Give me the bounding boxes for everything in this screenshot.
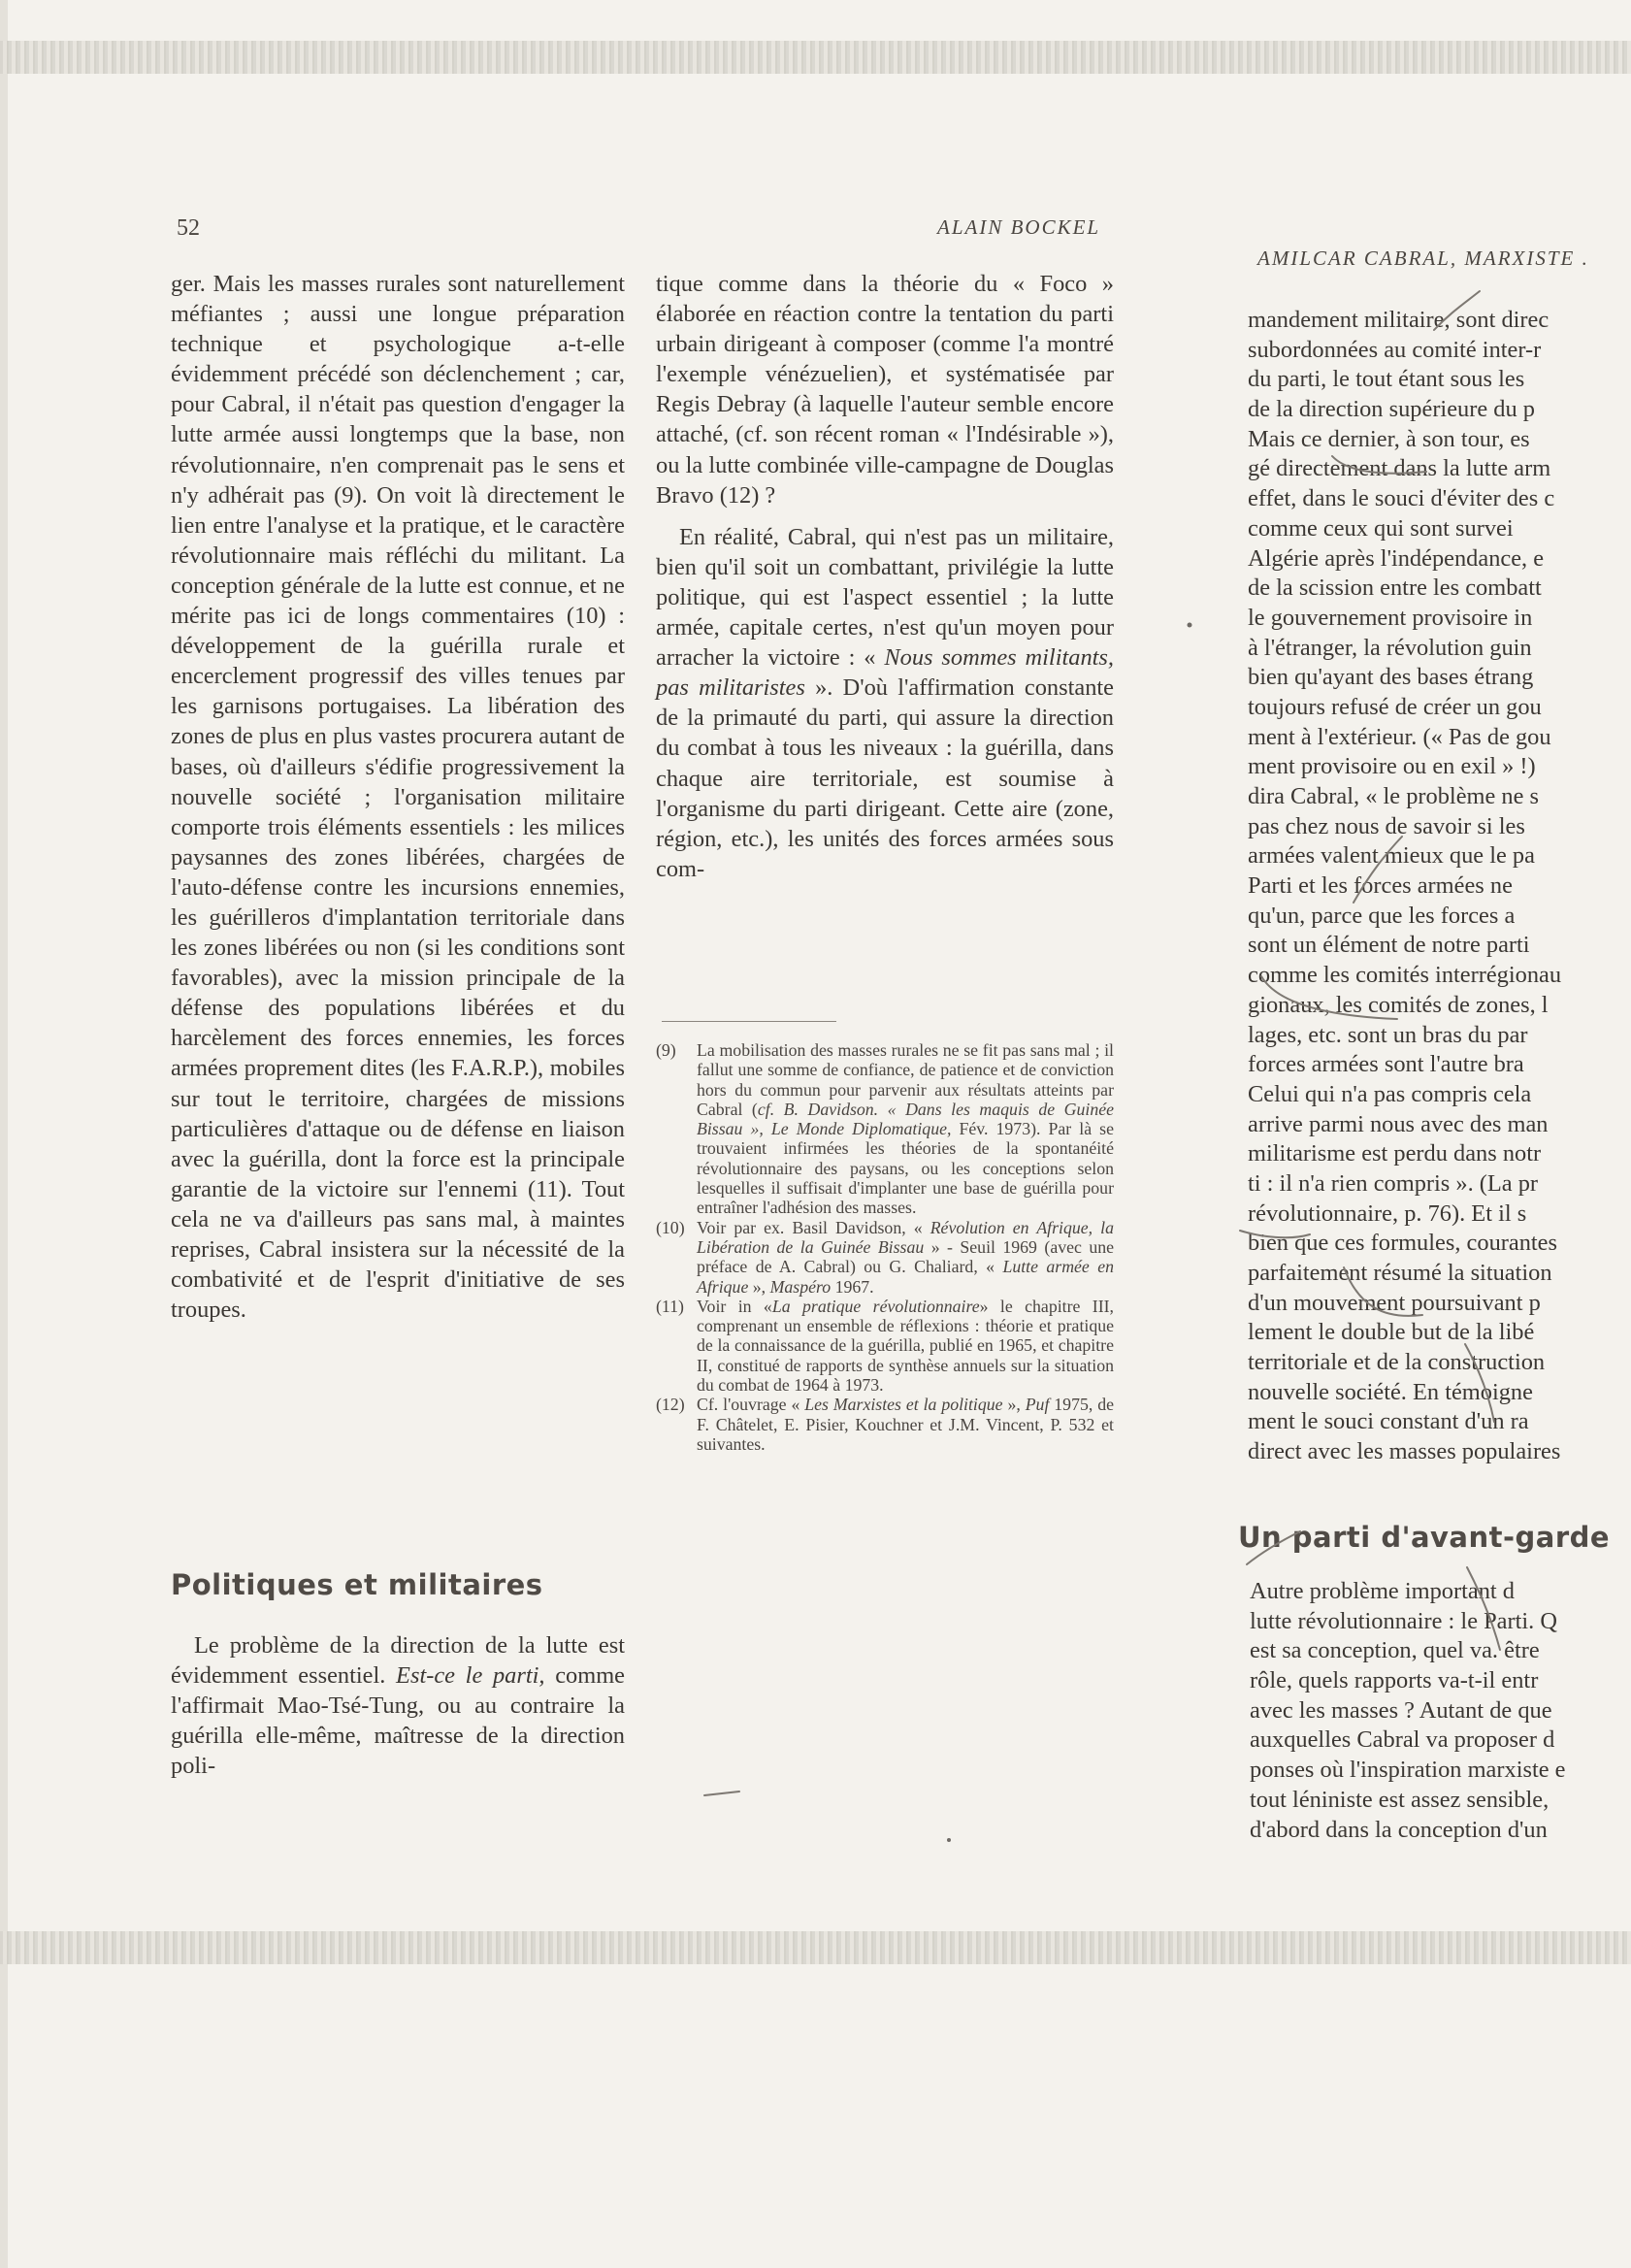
column3.lines2-line: tout léniniste est assez sensible, <box>1250 1786 1549 1813</box>
scan-artifact-bottom <box>0 1931 1631 1964</box>
column3.lines-line: dira Cabral, « le problème ne s <box>1248 783 1540 809</box>
column3.lines2-line: auxquelles Cabral va proposer d <box>1250 1726 1555 1754</box>
subheading-politiques-militaires: Politiques et militaires <box>171 1568 543 1601</box>
paragraph-text: En réalité, Cabral, qui n'est pas un militaire, bien qu'il soit un combattant, privilégie la lutte politique, qui est l'aspect essentiel ; la lutte armée, capitale certes, n'est qu'un moyen pour arracher la victoire : « <box>656 523 1114 672</box>
column3.lines-line: de la scission entre les combatt <box>1248 575 1542 602</box>
page-number: 52 <box>177 215 200 241</box>
column3.lines-line: effet, dans le souci d'éviter des c <box>1248 485 1555 512</box>
footnote-number: (12) <box>656 1395 685 1415</box>
column3.lines-line: forces armées sont l'autre bra <box>1248 1051 1524 1078</box>
column3.lines-line: révolutionnaire, p. 76). Et il s <box>1248 1200 1527 1227</box>
paragraph-text: ». D'où l'affirmation constante de la primauté du parti, qui assure la direction du combat à tous les niveaux : la guérilla, dans chaque aire territoriale, est soumise à l'organisme du parti dirigeant. Cette aire (zone, région, etc.), les unités des forces armées sous com- <box>656 674 1114 882</box>
scan-artifact-top <box>0 41 1631 74</box>
column3.lines2-line: est sa conception, quel va. être <box>1250 1637 1540 1664</box>
column3.lines-line: lement le double but de la libé <box>1248 1319 1535 1346</box>
column3.lines-line: bien qu'ayant des bases étrang <box>1248 664 1534 691</box>
footnote <box>656 1218 1114 1297</box>
column3.lines-line: armées valent mieux que le pa <box>1248 842 1535 870</box>
column-2-paragraph-2 <box>656 522 1114 884</box>
column3.lines-line: bien que ces formules, courantes <box>1248 1230 1557 1257</box>
column3.lines-line: lages, etc. sont un bras du par <box>1248 1021 1528 1048</box>
column3.lines-line: direct avec les masses populaires <box>1248 1438 1561 1465</box>
column3.lines-line: sont un élément de notre parti <box>1248 932 1530 959</box>
running-head-title: AMILCAR CABRAL, MARXISTE . <box>1257 247 1589 270</box>
column3.lines-line: Parti et les forces armées ne <box>1248 872 1513 900</box>
column3.lines-line: militarisme est perdu dans notr <box>1248 1140 1542 1167</box>
footnote <box>656 1040 1114 1218</box>
footnote-rule <box>662 1021 836 1022</box>
column3.lines-line: du parti, le tout étant sous les <box>1248 366 1525 393</box>
paragraph-2-end: comme l'affirmait Mao-Tsé-Tung, ou au contraire la guérilla elle-même, maîtresse de la direction poli- <box>171 1662 626 1780</box>
pencil-dot <box>947 1838 951 1842</box>
footnote-number: (9) <box>656 1040 676 1060</box>
column3.lines-line: territoriale et de la construction <box>1248 1349 1546 1376</box>
running-head-author: ALAIN BOCKEL <box>937 215 1101 239</box>
column3.lines-line: ment le souci constant d'un ra <box>1248 1408 1529 1435</box>
column3.lines2-line: d'abord dans la conception d'un <box>1250 1816 1548 1843</box>
column3.lines-line: qu'un, parce que les forces a <box>1248 902 1516 929</box>
column3.lines-line: ment à l'extérieur. (« Pas de gou <box>1248 723 1551 750</box>
paragraph-2-emphasis: Est-ce le parti, <box>396 1662 545 1690</box>
column-2-paragraph-1: tique comme dans la théorie du « Foco » élaborée en réaction contre la tentation du parti urbain dirigeant à composer (comme l'a montré l'exemple vénézuelien), et systématisée par Regis Debray (à laquelle l'auteur semble encore attaché, (cf. son récent roman « l'Indésirable »), ou la lutte combinée ville-campagne de Douglas Bravo (12) ? <box>656 271 1114 509</box>
column3.lines-line: Algérie après l'indépendance, e <box>1248 544 1545 572</box>
column3.lines-line: Mais ce dernier, à son tour, es <box>1248 425 1530 452</box>
column3.lines-line: gionaux, les comités de zones, l <box>1248 991 1549 1018</box>
column3.lines-line: gé directement dans la lutte arm <box>1248 455 1551 482</box>
column3.lines2-line: rôle, quels rapports va-t-il entr <box>1250 1667 1539 1694</box>
column3.lines2-line: avec les masses ? Autant de que <box>1250 1696 1552 1724</box>
column-3 <box>1248 306 1631 1467</box>
paragraph-2-start: Le problème de la direction de la lutte est évidemment essentiel. <box>171 1632 625 1690</box>
column3.lines-line: comme ceux qui sont survei <box>1248 514 1514 542</box>
footnote-number: (10) <box>656 1217 685 1237</box>
column3.lines-line: de la direction supérieure du p <box>1248 396 1535 423</box>
column3.lines2-line: lutte révolutionnaire : le Parti. Q <box>1250 1607 1557 1634</box>
footnote-text: Voir par ex. Basil Davidson, « Révolution en Afrique, la Libération de la Guinée Bissau » - Seuil 1969 (avec une préface de A. Cabral) ou G. Chaliard, « Lutte armée en Afrique », Maspéro 1967. <box>697 1217 1115 1297</box>
column-3-continued <box>1250 1577 1631 1845</box>
footnote <box>656 1297 1114 1395</box>
column-1 <box>171 269 625 1325</box>
pencil-dot <box>1188 623 1192 628</box>
column3.lines-line: subordonnées au comité inter-r <box>1248 336 1542 363</box>
column-2 <box>656 269 1114 884</box>
column3.lines-line: pas chez nous de savoir si les <box>1248 812 1525 839</box>
column3.lines-line: ment provisoire ou en exil » !) <box>1248 753 1536 780</box>
pencil-stroke <box>704 1791 739 1795</box>
subheading-parti-avant-garde: Un parti d'avant-garde <box>1238 1521 1611 1554</box>
column3.lines-line: ti : il n'a rien compris ». (La pr <box>1248 1169 1539 1197</box>
column3.lines-line: comme les comités interrégionau <box>1248 962 1562 989</box>
column3.lines-line: parfaitement résumé la situation <box>1248 1260 1552 1286</box>
column3.lines-line: Celui qui n'a pas compris cela <box>1248 1080 1532 1107</box>
column3.lines-line: toujours refusé de créer un gou <box>1248 693 1542 720</box>
column3.lines-line: nouvelle société. En témoigne <box>1248 1378 1533 1405</box>
column-1-paragraph-2 <box>171 1630 625 1781</box>
footnote-text: Voir in «La pratique révolutionnaire» le chapitre III, comprenant un ensemble de réflexions : théorie et pratique de la connaissance de la guérilla, publié en 1965, et chapitre II, constitué de rapports de synthèse annuels sur la situation du combat de 1964 à 1973. <box>697 1296 1115 1396</box>
footnote-text: La mobilisation des masses rurales ne se fit pas sans mal ; il fallut une somme de confiance, de patience et de conviction hors du commun pour parvenir aux résultats atteints par Cabral (cf. B. Davidson. « Dans les maquis de Guinée Bissau », Le Monde Diplomatique, Fév. 1973). Par là se trouvaient infirmées les théories de la spontanéité révolutionnaire des paysans, ou les conceptions selon lesquelles il suffisait d'implanter une base de guérilla pour entraîner l'adhésion des masses. <box>697 1040 1115 1218</box>
page-edge <box>0 0 8 2268</box>
column-1-paragraph: ger. Mais les masses rurales sont naturellement méfiantes ; aussi une longue préparation technique et psychologique a-t-elle évidemment précédé son déclenchement ; car, pour Cabral, il n'était pas question d'engager la lutte armée aussi longtemps que la base, non révolutionnaire, n'en comprenait pas le sens et n'y adhérait pas (9). On voit là directement le lien entre l'analyse et la pratique, et le caractère révolutionnaire mais réfléchi du militant. La conception générale de la lutte est connue, et ne mérite pas ici de longs commentaires (10) : développement de la guérilla rurale et encerclement progressif des villes tenues par les garnisons portugaises. La libération des zones de plus en plus vastes procurera autant de bases, où d'ailleurs s'édifie progressivement la nouvelle société ; l'organisation militaire comporte trois éléments essentiels : les milices paysannes des zones libérées, chargées de l'auto-défense contre les incursions ennemies, les guérilleros d'implantation territoriale dans les zones libérées ou non (si les conditions sont favorables), avec la mission principale de la défense des populations libérées et du harcèlement des forces ennemies, les forces armées proprement dites (les F.A.R.P.), mobiles sur tout le territoire, chargées de missions particulières d'attaque ou de défense en liaison avec la guérilla, dont la force est la principale garantie de la victoire sur l'ennemi (11). Tout cela ne va d'ailleurs pas sans mal, à maintes reprises, Cabral insistera sur la nécessité de la combativité et de l'esprit d'initiative de ses troupes. <box>171 271 625 1324</box>
column3.lines-line: à l'étranger, la révolution guin <box>1248 634 1532 661</box>
column3.lines-line: d'un mouvement poursuivant p <box>1248 1289 1541 1316</box>
column3.lines-line: arrive parmi nous avec des man <box>1248 1110 1549 1137</box>
footnote <box>656 1395 1114 1454</box>
footnote-number: (11) <box>656 1296 684 1316</box>
column3.lines2-line: ponses où l'inspiration marxiste e <box>1250 1757 1566 1784</box>
footnote-text: Cf. l'ouvrage « Les Marxistes et la politique », Puf 1975, de F. Châtelet, E. Pisier, Kouchner et J.M. Vincent, P. 532 et suivantes. <box>697 1395 1114 1454</box>
column3.lines2-line: Autre problème important d <box>1250 1578 1515 1604</box>
column3.lines-line: le gouvernement provisoire in <box>1248 604 1533 631</box>
footnotes <box>656 1040 1114 1454</box>
column-1-continued <box>171 1630 625 1781</box>
quote-emphasis: Nous sommes militants, pas militaristes <box>656 644 1115 702</box>
column3.lines-line: mandement militaire, sont direc <box>1248 307 1549 333</box>
